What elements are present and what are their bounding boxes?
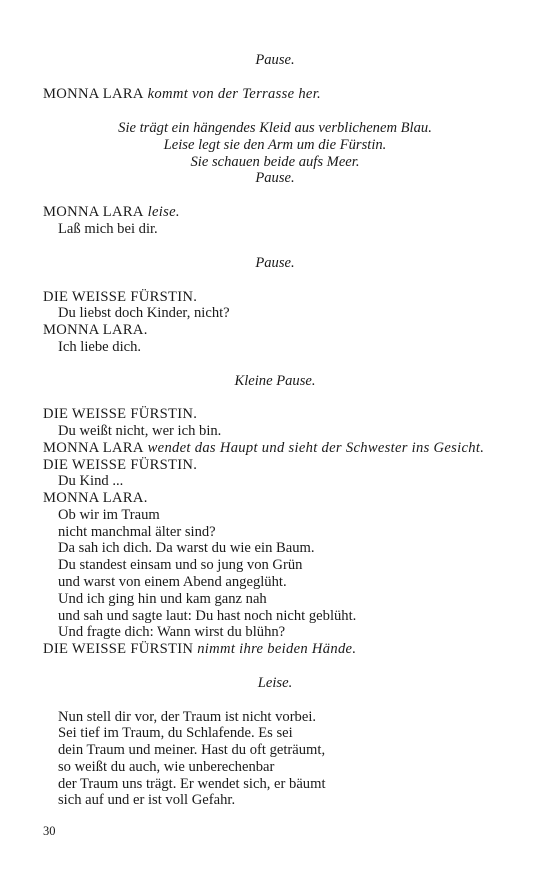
speaker-line [43, 85, 321, 103]
stage-direction-line: Sie trägt ein hängendes Kleid aus verblichenem Blau. [118, 120, 432, 136]
verse-line: Du standest einsam und so jung von Grün [58, 557, 303, 573]
verse-line: sich auf und er ist voll Gefahr. [58, 792, 236, 808]
verse-line: Sei tief im Traum, du Schlafende. Es sei [58, 725, 293, 741]
verse-line: Da sah ich dich. Da warst du wie ein Baum. [58, 540, 315, 556]
speaker-name: DIE WEISSE FÜRSTIN. [43, 457, 198, 473]
verse-line: Du weißt nicht, wer ich bin. [58, 423, 222, 439]
verse-line: und sah und sagte laut: Du hast noch nicht geblüht. [58, 608, 357, 624]
stage-direction-pause: Pause. [255, 255, 295, 271]
speaker-line [43, 439, 484, 457]
stage-direction-leise: Leise. [257, 675, 293, 691]
verse-line: Und fragte dich: Wann wirst du blühn? [58, 624, 286, 640]
stage-direction-pause: Pause. [255, 52, 295, 68]
verse-line: der Traum uns trägt. Er wendet sich, er bäumt [58, 776, 326, 792]
stage-direction-pause: Kleine Pause. [234, 373, 316, 389]
verse-line: nicht manchmal älter sind? [58, 524, 216, 540]
verse-line: Und ich ging hin und kam ganz nah [58, 591, 267, 607]
verse-line: Ich liebe dich. [58, 339, 142, 355]
speaker-name: DIE WEISSE FÜRSTIN. [43, 406, 198, 422]
page-number: 30 [43, 824, 56, 838]
speaker-name: DIE WEISSE FÜRSTIN [43, 641, 194, 657]
verse-line: Laß mich bei dir. [58, 221, 158, 237]
stage-direction: nimmt ihre beiden Hände. [193, 641, 357, 657]
speaker-name: MONNA LARA [43, 204, 144, 220]
speaker-name: DIE WEISSE FÜRSTIN. [43, 289, 198, 305]
speaker-name: MONNA LARA [43, 440, 144, 456]
verse-line: Du liebst doch Kinder, nicht? [58, 305, 230, 321]
stage-direction-line: Leise legt sie den Arm um die Fürstin. [163, 137, 387, 153]
verse-line: Ob wir im Traum [58, 507, 160, 523]
stage-direction: leise. [143, 204, 180, 220]
stage-direction: kommt von der Terrasse her. [143, 86, 322, 102]
verse-line: Du Kind ... [58, 473, 124, 489]
speaker-line [43, 203, 180, 221]
stage-direction: wendet das Haupt und sieht der Schwester ins Gesicht. [143, 440, 485, 456]
stage-direction-line: Sie schauen beide aufs Meer. [190, 154, 360, 170]
verse-line: und warst von einem Abend angeglüht. [58, 574, 287, 590]
speaker-line [43, 640, 356, 658]
speaker-name: MONNA LARA [43, 86, 144, 102]
speaker-name: MONNA LARA. [43, 490, 148, 506]
speaker-name: MONNA LARA. [43, 322, 148, 338]
stage-direction-pause: Pause. [255, 170, 295, 186]
verse-line: so weißt du auch, wie unberechenbar [58, 759, 275, 775]
verse-line: dein Traum und meiner. Hast du oft geträumt, [58, 742, 326, 758]
verse-line: Nun stell dir vor, der Traum ist nicht vorbei. [58, 709, 317, 725]
